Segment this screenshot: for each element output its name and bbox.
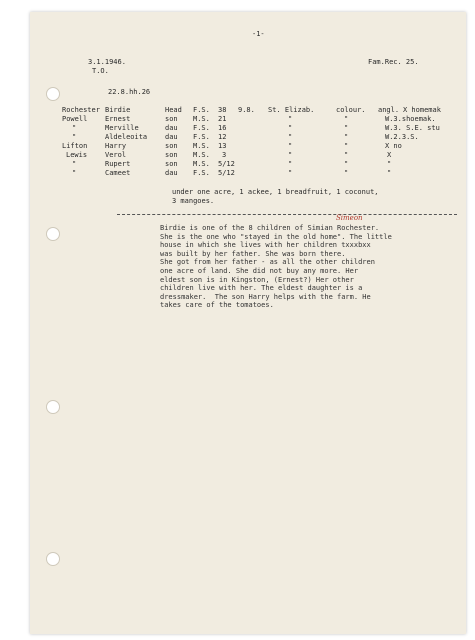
cell: son: [165, 142, 178, 150]
cell: angl.: [378, 106, 400, 114]
punch-hole: [46, 552, 60, 566]
cell: 21: [218, 115, 227, 123]
cell: ": [288, 151, 293, 159]
cell: Aldeleoita: [105, 133, 148, 141]
punch-hole: [46, 87, 60, 101]
cell: ": [344, 133, 349, 141]
cell: 5/12: [218, 160, 235, 168]
cell: 9.8.: [238, 106, 255, 114]
cell: ": [72, 169, 77, 177]
cell: M.S.: [193, 142, 210, 150]
cell: Verol: [105, 151, 127, 159]
cell: ": [288, 142, 293, 150]
cell: son: [165, 151, 178, 159]
cell: F.S.: [193, 133, 210, 141]
cell: ": [288, 124, 293, 132]
cell: son: [165, 115, 178, 123]
narrative: [160, 224, 450, 310]
house-code: 22.8.hh.26: [108, 88, 151, 96]
cell: W.2.3.S.: [385, 133, 419, 141]
cell: Cameet: [105, 169, 131, 177]
cell: ": [72, 160, 77, 168]
initials: T.O.: [92, 67, 109, 75]
cell: Head: [165, 106, 182, 114]
cell: Merville: [105, 124, 139, 132]
cell: ": [344, 151, 349, 159]
narrative-line: was built by her father. She was born there.: [160, 249, 346, 258]
narrative-line: one acre of land. She did not buy any more. Her: [160, 266, 359, 275]
narrative-line: She is the one who "stayed in the old home". The little: [160, 232, 392, 241]
punch-hole: [46, 227, 60, 241]
narrative-line: takes care of the tomatoes.: [160, 301, 274, 310]
cell: M.S.: [193, 160, 210, 168]
cell: F.S.: [193, 106, 210, 114]
cell: ": [288, 169, 293, 177]
cell: son: [165, 160, 178, 168]
cell: dau: [165, 169, 178, 177]
cell: 12: [218, 133, 227, 141]
cell: dau: [165, 133, 178, 141]
narrative-line: eldest son is in Kingston, (Ernest?) Her other: [160, 275, 354, 284]
date: 3.1.1946.: [88, 58, 126, 66]
cell: X homemak: [403, 106, 441, 114]
cell: M.S.: [193, 115, 210, 123]
cell: ": [387, 160, 392, 168]
record-ref: Fam.Rec. 25.: [368, 58, 419, 66]
land-line: under one acre, 1 ackee, 1 breadfruit, 1 coconut,: [172, 188, 379, 196]
separator-line: [117, 214, 457, 215]
cell: ": [344, 169, 349, 177]
cell: M.S.: [193, 151, 210, 159]
cell: Ernest: [105, 115, 131, 123]
narrative-line: children live with her. The eldest daughter is a: [160, 284, 363, 293]
cell: ": [288, 115, 293, 123]
cell: ": [387, 169, 392, 177]
cell: Rupert: [105, 160, 131, 168]
cell: ": [344, 115, 349, 123]
cell: colour.: [336, 106, 366, 114]
cell: ": [288, 133, 293, 141]
punch-hole: [46, 400, 60, 414]
cell: W.3. S.E. stu: [385, 124, 440, 132]
cell: F.S.: [193, 124, 210, 132]
cell: 13: [218, 142, 227, 150]
cell: ": [288, 160, 293, 168]
cell: dau: [165, 124, 178, 132]
cell: Rochester: [62, 106, 100, 114]
narrative-line: house in which she lives with her children txxxbxx: [160, 241, 371, 250]
cell: Harry: [105, 142, 127, 150]
cell: 16: [218, 124, 227, 132]
cell: 38: [218, 106, 227, 114]
cell: Birdie: [105, 106, 131, 114]
cell: ": [72, 133, 77, 141]
cell: St. Elizab.: [268, 106, 315, 114]
narrative-line: dressmaker. The son Harry helps with the farm. He: [160, 292, 371, 301]
cell: Lifton: [62, 142, 88, 150]
cell: ": [72, 124, 77, 132]
cell: F.S.: [193, 169, 210, 177]
cell: 5/12: [218, 169, 235, 177]
page-number: -1-: [252, 30, 265, 38]
cell: ": [344, 142, 349, 150]
narrative-line: Birdie is one of the 8 children of Simian Rochester.: [160, 224, 380, 232]
cell: X no: [385, 142, 402, 150]
narrative-line: She got from her father - as all the other children: [160, 258, 375, 267]
cell: Powell: [62, 115, 88, 123]
handwritten-correction: Simeon: [336, 214, 363, 222]
land-line: 3 mangoes.: [172, 197, 215, 205]
cell: Lewis: [66, 151, 88, 159]
cell: ": [344, 160, 349, 168]
cell: W.3.shoemak.: [385, 115, 436, 123]
cell: X: [387, 151, 392, 159]
cell: ": [344, 124, 349, 132]
cell: 3: [222, 151, 227, 159]
